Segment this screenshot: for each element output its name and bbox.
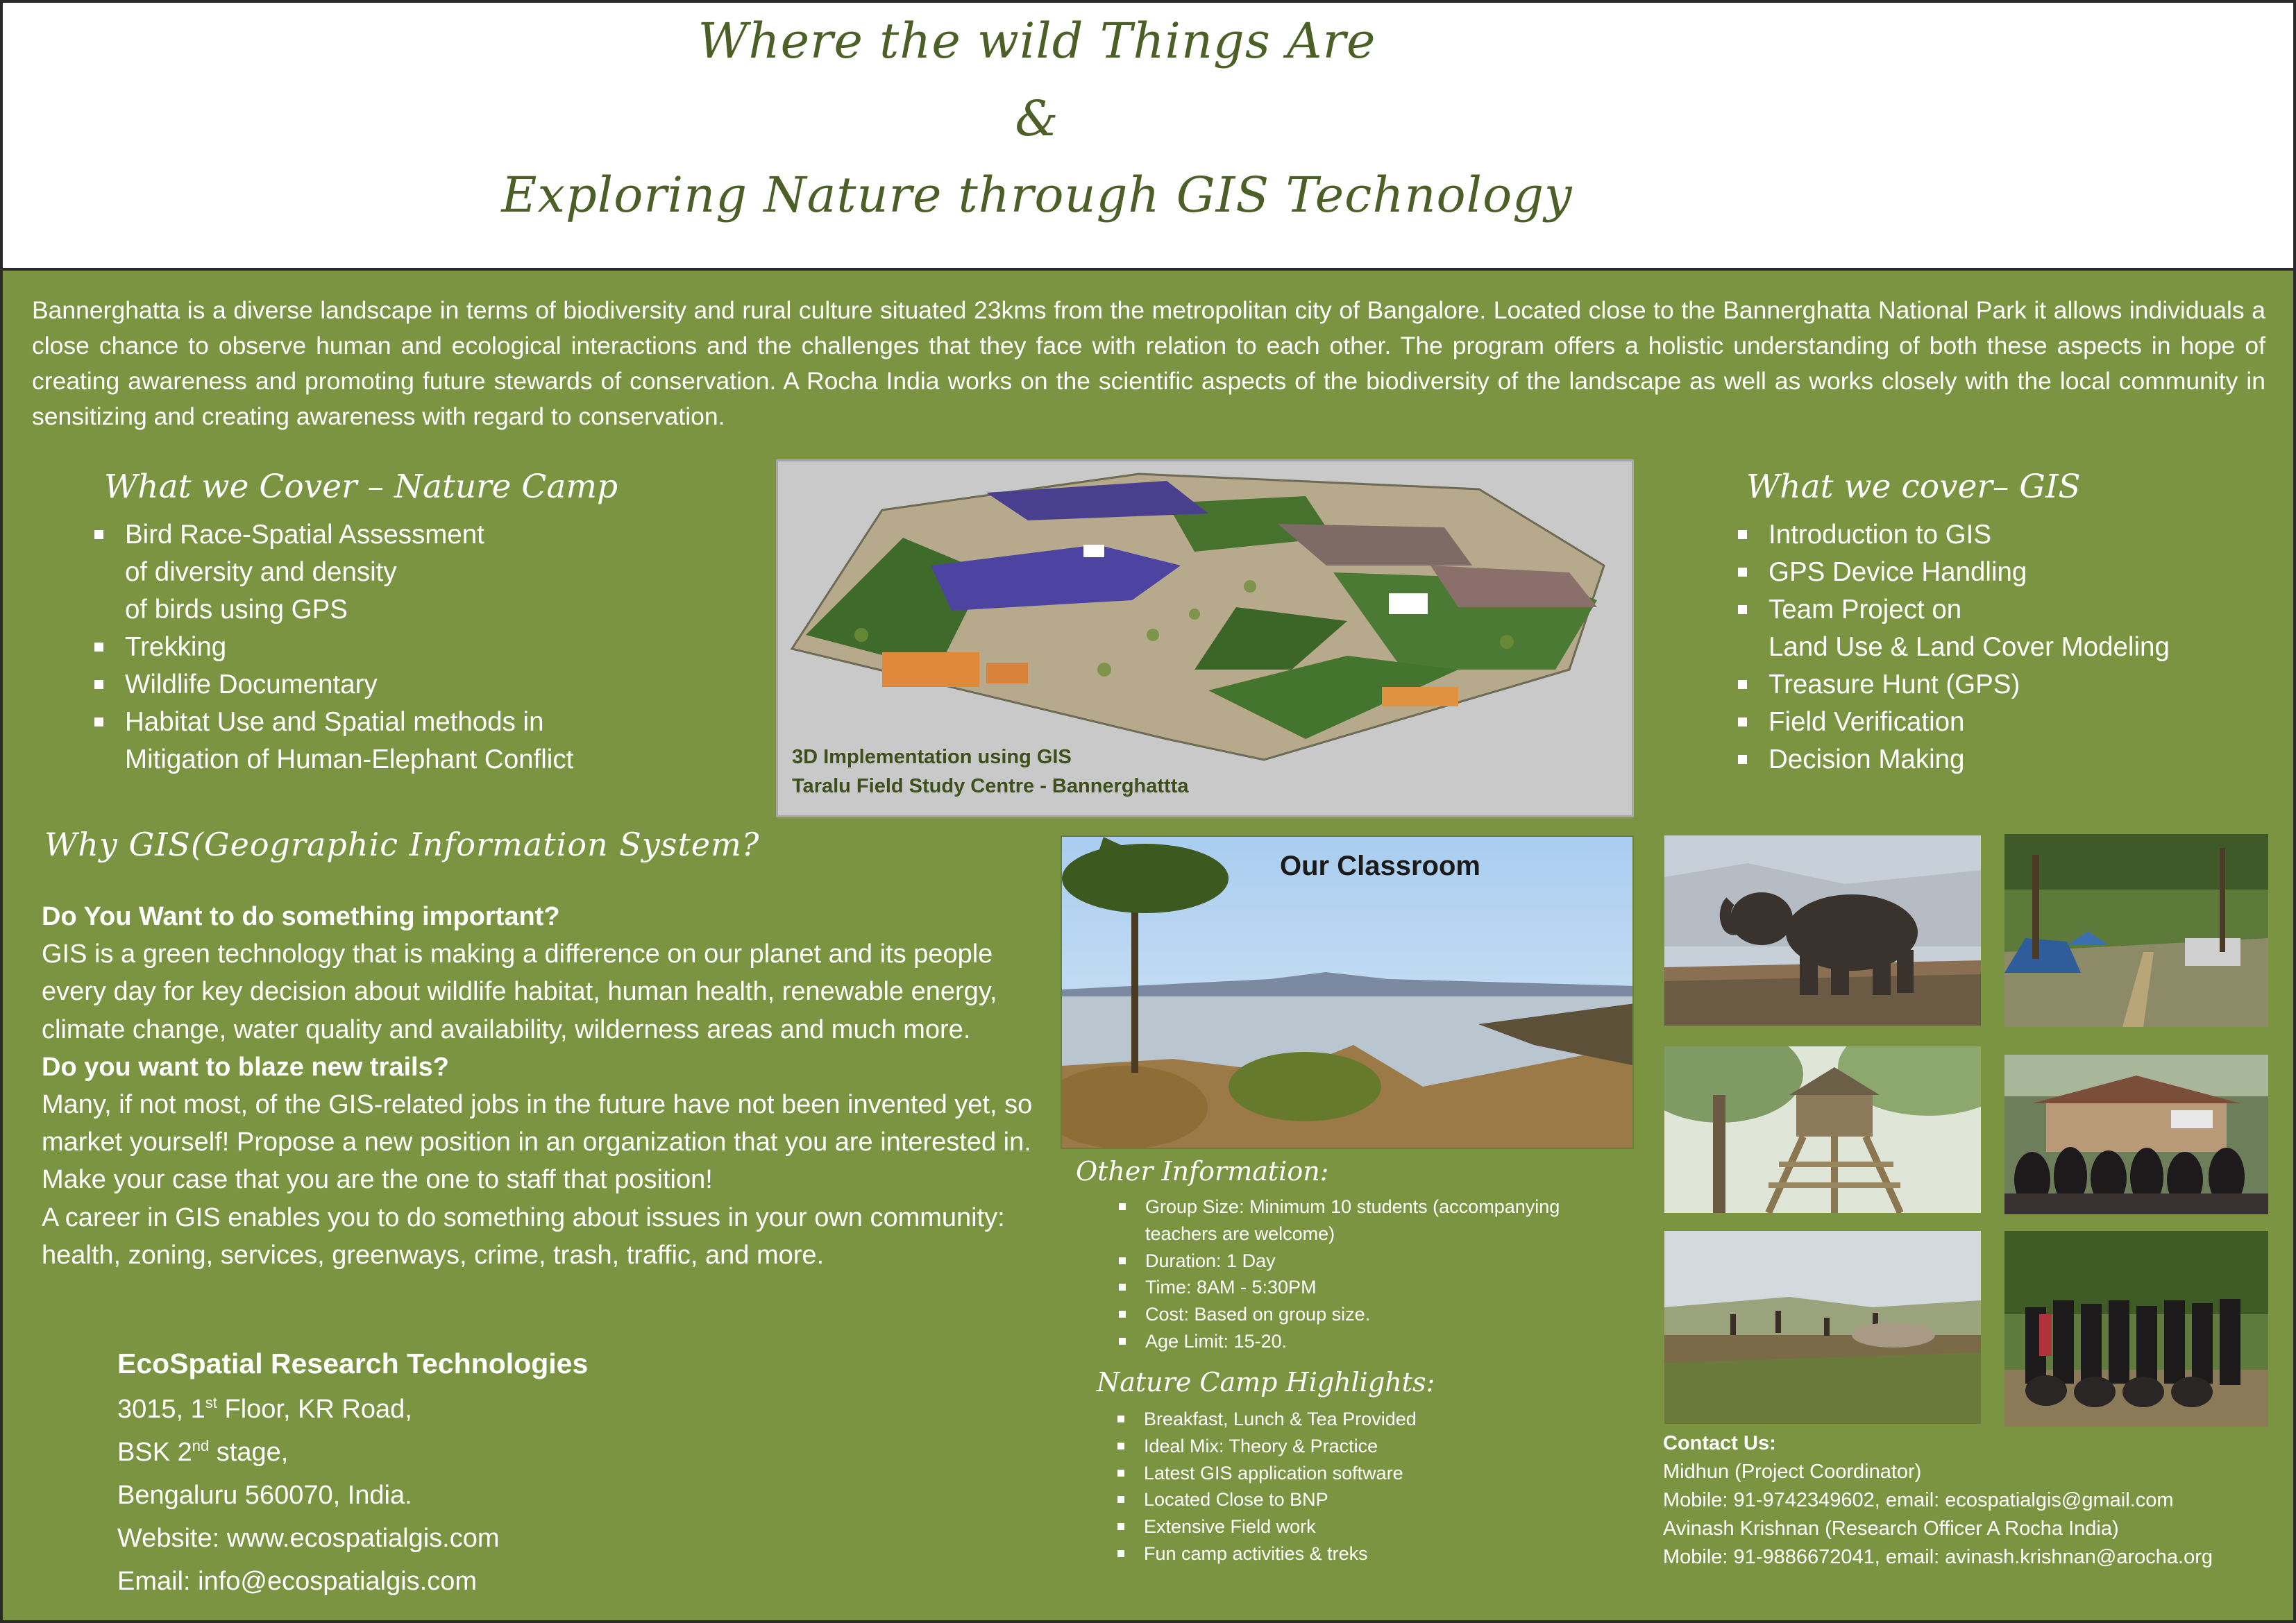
list-item: Trekking (90, 629, 750, 666)
other-info-heading: Other Information: (1076, 1156, 1329, 1187)
paragraph-1: GIS is a green technology that is making a difference on our planet and its people every day for key decision about wildlife habitat, human health, renewable energy, climate change, water quality and availability, wilderness areas and much more. (42, 940, 997, 1044)
company-name: EcoSpatial Research Technologies (117, 1348, 589, 1379)
list-item: Time: 8AM - 5:30PM (1112, 1274, 1626, 1301)
address-line-1: 3015, 1st Floor, KR Road, (117, 1394, 412, 1424)
list-item: Located Close to BNP (1111, 1486, 1610, 1513)
list-item: Treasure Hunt (GPS) (1734, 666, 2275, 704)
contact-line-1: Midhun (Project Coordinator) (1663, 1461, 1922, 1483)
list-item: Field Verification (1734, 704, 2275, 741)
nature-camp-list (90, 516, 750, 779)
list-item: Breakfast, Lunch & Tea Provided (1111, 1406, 1610, 1433)
contact-title: Contact Us: (1663, 1432, 1776, 1454)
list-item: Extensive Field work (1111, 1513, 1610, 1540)
list-item: Habitat Use and Spatial methods in Mitigation of Human-Elephant Conflict (90, 704, 750, 779)
lake-landscape-image (1062, 837, 1634, 1149)
contact-line-2: Mobile: 91-9742349602, email: ecospatialgis@gmail.com (1663, 1489, 2174, 1511)
question-1: Do You Want to do something important? (42, 902, 560, 931)
paragraph-2: Many, if not most, of the GIS-related jobs in the future have not been invented yet, so market yourself! Propose a new position in an organization that you are interested in. Make your case that you are the one to staff that position! (42, 1090, 1033, 1195)
list-item: Group Size: Minimum 10 students (accompanying teachers are welcome) (1112, 1193, 1626, 1248)
treehouse-photo (1664, 1046, 1981, 1213)
field-walk-photo (1664, 1231, 1981, 1424)
group-photo-2 (2004, 1231, 2268, 1427)
why-gis-heading: Why GIS(Geographic Information System? (44, 826, 760, 863)
email-text: Email: info@ecospatialgis.com (117, 1567, 478, 1596)
map-caption-line-1: 3D Implementation using GIS (792, 746, 1072, 768)
list-item: Latest GIS application software (1111, 1460, 1610, 1487)
question-2: Do you want to blaze new trails? (42, 1052, 449, 1082)
map-caption-line-2: Taralu Field Study Centre - Bannerghattta (792, 775, 1189, 797)
list-item: Age Limit: 15-20. (1112, 1328, 1626, 1355)
address-line-2: BSK 2nd stage, (117, 1437, 289, 1467)
header (3, 3, 2293, 271)
list-item: GPS Device Handling (1734, 554, 2275, 591)
highlights-list (1111, 1406, 1610, 1567)
list-item: Fun camp activities & treks (1111, 1540, 1610, 1567)
camp-tents-photo (2004, 834, 2268, 1027)
title-line-1: Where the wild Things Are (698, 12, 1376, 69)
list-item: Cost: Based on group size. (1112, 1301, 1626, 1328)
gis-cover-heading: What we cover– GIS (1746, 468, 2081, 506)
title-ampersand: & (1015, 90, 1059, 147)
gis-cover-list (1734, 516, 2275, 779)
classroom-label: Our Classroom (1280, 851, 1480, 881)
list-item: Ideal Mix: Theory & Practice (1111, 1433, 1610, 1460)
group-photo-1 (2004, 1055, 2268, 1214)
intro-paragraph: Bannerghatta is a diverse landscape in terms of biodiversity and rural culture situated 23kms from the metropolitan city of Bangalore. Located close to the Bannerghatta National Park it allows individuals a close chance to observe human and ecological interactions and the challenges that they face with relation to each other. The program offers a holistic understanding of both these aspects in hope of creating awareness and promoting future stewards of conservation. A Rocha India works on the scientific aspects of the biodiversity of the landscape as well as works closely with the local community in sensitizing and creating awareness with regard to conservation. (32, 296, 2265, 430)
title-line-2: Exploring Nature through GIS Technology (501, 167, 1573, 223)
contact-line-4: Mobile: 91-9886672041, email: avinash.krishnan@arocha.org (1663, 1546, 2213, 1568)
list-item: Decision Making (1734, 741, 2275, 779)
nature-camp-heading: What we Cover – Nature Camp (104, 468, 618, 506)
why-gis-text (42, 898, 1041, 1274)
list-item: Introduction to GIS (1734, 516, 2275, 554)
list-item: Duration: 1 Day (1112, 1248, 1626, 1275)
contact-line-3: Avinash Krishnan (Research Officer A Rocha India) (1663, 1518, 2119, 1540)
paragraph-3: A career in GIS enables you to do something about issues in your own community: health, zoning, services, greenways, crime, trash, traffic, and more. (42, 1203, 1005, 1270)
classroom-photo (1061, 835, 1634, 1149)
gis-3d-map (776, 459, 1634, 817)
company-address (117, 1342, 881, 1603)
elephant-photo (1664, 835, 1981, 1026)
contact-block (1663, 1429, 2288, 1572)
highlights-heading: Nature Camp Highlights: (1097, 1367, 1435, 1397)
address-line-3: Bengaluru 560070, India. (117, 1481, 412, 1510)
website-text: Website: www.ecospatialgis.com (117, 1524, 500, 1553)
list-item: Wildlife Documentary (90, 666, 750, 704)
list-item: Bird Race-Spatial Assessment of diversity and density of birds using GPS (90, 516, 750, 629)
list-item: Team Project on Land Use & Land Cover Modeling (1734, 591, 2275, 666)
other-info-list (1112, 1193, 1626, 1355)
